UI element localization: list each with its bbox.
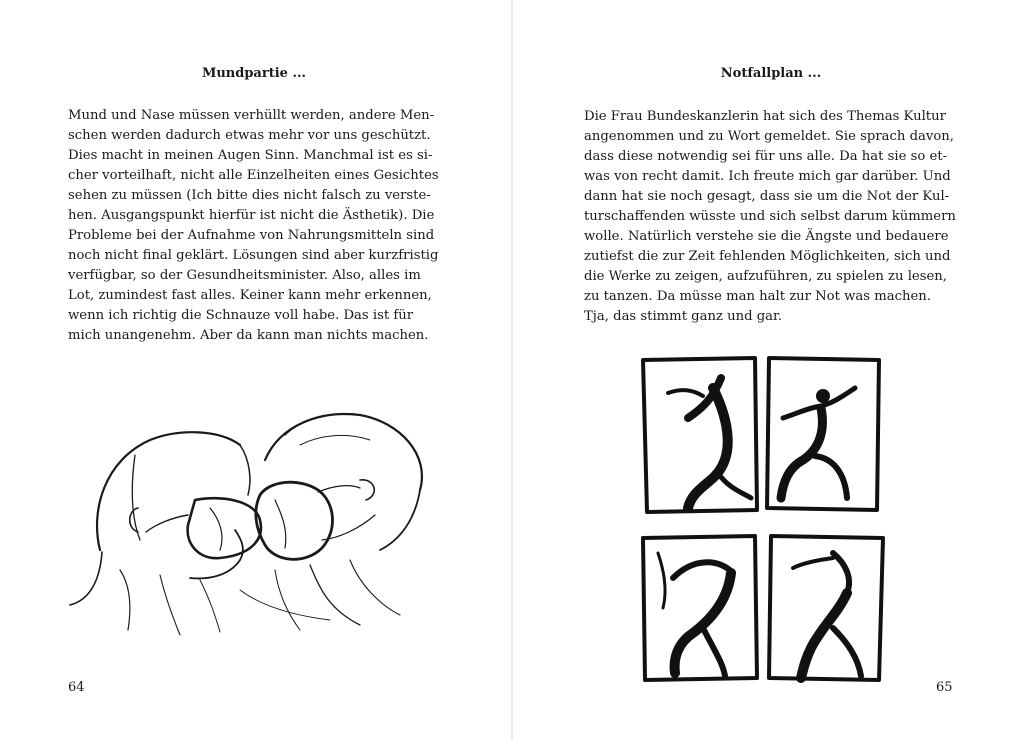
- right-page: [513, 0, 1024, 741]
- text-line: Mund und Nase müssen verhüllt werden, andere Men-: [68, 108, 435, 123]
- text-line: dass diese notwendig sei für uns alle. Da hat sie so et-: [584, 149, 948, 164]
- text-line: mich unangenehm. Aber da kann man nichts machen.: [68, 328, 429, 343]
- text-line: Dies macht in meinen Augen Sinn. Manchmal ist es si-: [68, 148, 433, 163]
- text-line: noch nicht final geklärt. Lösungen sind aber kurzfristig: [68, 248, 439, 263]
- text-line: Tja, das stimmt ganz und gar.: [584, 309, 783, 324]
- text-line: turschaffenden wüsste und sich selbst darum kümmern: [584, 209, 956, 224]
- text-line: schen werden dadurch etwas mehr vor uns geschützt.: [68, 128, 431, 143]
- left-page-body: [68, 106, 448, 346]
- text-line: was von recht damit. Ich freute mich gar darüber. Und: [584, 169, 951, 184]
- left-page: [0, 0, 511, 741]
- text-line: sehen zu müssen (Ich bitte dies nicht falsch zu verste-: [68, 188, 431, 203]
- text-line: angenommen und zu Wort gemeldet. Sie sprach davon,: [584, 129, 954, 144]
- left-page-title: Mundpartie ...: [201, 66, 307, 81]
- right-page-number: 65: [936, 680, 953, 695]
- text-line: cher vorteilhaft, nicht alle Einzelheiten eines Gesichtes: [68, 168, 439, 183]
- text-line: Die Frau Bundeskanzlerin hat sich des Themas Kultur: [584, 109, 946, 124]
- dancers-ink-illustration: [633, 348, 893, 688]
- text-line: zutiefst die zur Zeit fehlenden Möglichkeiten, sich und: [584, 249, 951, 264]
- text-line: dann hat sie noch gesagt, dass sie um die Not der Kul-: [584, 189, 950, 204]
- text-line: die Werke zu zeigen, aufzuführen, zu spielen zu lesen,: [584, 269, 947, 284]
- text-line: Lot, zumindest fast alles. Keiner kann mehr erkennen,: [68, 288, 432, 303]
- masked-faces-illustration: [60, 400, 440, 645]
- text-line: verfügbar, so der Gesundheitsminister. Also, alles im: [68, 268, 421, 283]
- text-line: zu tanzen. Da müsse man halt zur Not was machen.: [584, 289, 931, 304]
- right-page-body: [584, 107, 964, 327]
- text-line: wolle. Natürlich verstehe sie die Ängste und bedauere: [584, 229, 949, 244]
- right-page-title: Notfallplan ...: [720, 66, 822, 81]
- text-line: wenn ich richtig die Schnauze voll habe. Das ist für: [68, 308, 414, 323]
- left-page-number: 64: [68, 680, 85, 695]
- text-line: Probleme bei der Aufnahme von Nahrungsmitteln sind: [68, 228, 435, 243]
- text-line: hen. Ausgangspunkt hierfür ist nicht die Ästhetik). Die: [68, 208, 435, 223]
